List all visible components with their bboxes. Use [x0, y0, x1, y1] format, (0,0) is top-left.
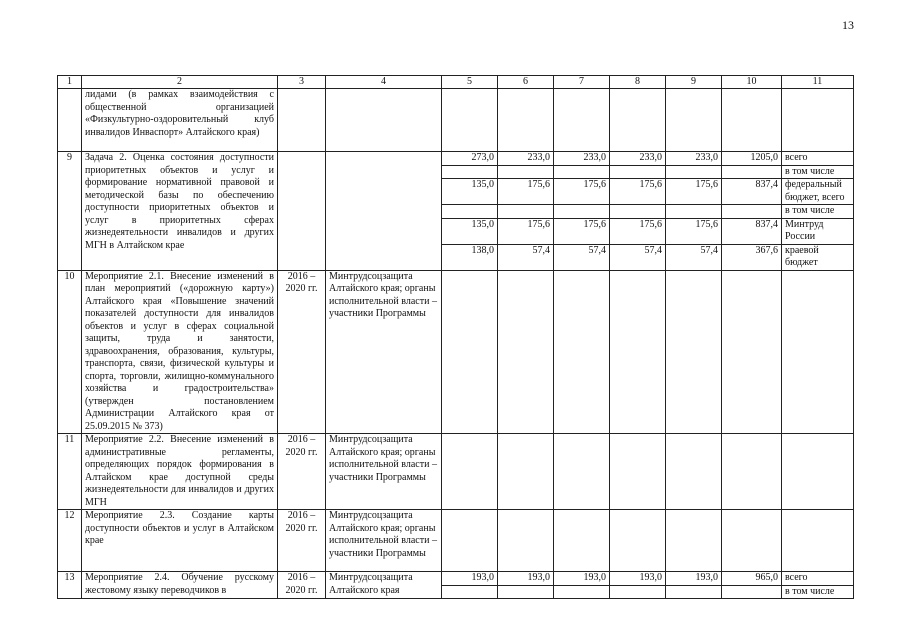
- measure-text: лидами (в рамках взаимодействия с общественной организацией «Физкультурно-оздоровительный клуб инвалидов Инваспорт» Алтайского края): [82, 89, 278, 152]
- header-cell: 2: [82, 76, 278, 89]
- page-number: 13: [842, 18, 854, 32]
- period-cell: 2016 – 2020 гг.: [278, 510, 326, 572]
- value-cell: 965,0: [722, 572, 782, 586]
- value-cell: 175,6: [498, 179, 554, 205]
- executor-cell: Минтрудсоцзащита Алтайского края; органы исполнительной власти – участники Программы: [326, 270, 442, 434]
- row-number: 12: [58, 510, 82, 572]
- program-table: [57, 75, 854, 599]
- value-cell: 57,4: [498, 244, 554, 270]
- value-cell: 138,0: [442, 244, 498, 270]
- value-cell: 175,6: [554, 179, 610, 205]
- value-cell: 135,0: [442, 218, 498, 244]
- value-cell: 175,6: [610, 179, 666, 205]
- measure-text: Мероприятие 2.2. Внесение изменений в административные регламенты, определяющих порядок формирования в Алтайском крае доступной среды жизнедеятельности для инвалидов и других МГН: [82, 434, 278, 510]
- header-cell: 8: [610, 76, 666, 89]
- value-cell: 193,0: [610, 572, 666, 586]
- value-cell: 273,0: [442, 152, 498, 166]
- header-cell: 10: [722, 76, 782, 89]
- value-cell: 1205,0: [722, 152, 782, 166]
- value-cell: 837,4: [722, 179, 782, 205]
- value-cell: 193,0: [554, 572, 610, 586]
- measure-text: Задача 2. Оценка состояния доступности приоритетных объектов и услуг и формирование нормативной правовой и методической базы по обеспечению доступности приоритетных объектов и услуг в приоритетных сферах жизнедеятельности инвалидов и других МГН в Алтайском крае: [82, 152, 278, 271]
- executor-cell: Минтрудсоцзащита Алтайского края: [326, 572, 442, 599]
- table-row: [58, 270, 854, 434]
- period-cell: 2016 – 2020 гг.: [278, 434, 326, 510]
- value-cell: 233,0: [666, 152, 722, 166]
- measure-text: Мероприятие 2.3. Создание карты доступности объектов и услуг в Алтайском крае: [82, 510, 278, 572]
- value-cell: 233,0: [610, 152, 666, 166]
- value-cell: 175,6: [498, 218, 554, 244]
- value-cell: 57,4: [554, 244, 610, 270]
- value-cell: 175,6: [666, 179, 722, 205]
- header-cell: 6: [498, 76, 554, 89]
- row-number: 11: [58, 434, 82, 510]
- row-number: 13: [58, 572, 82, 599]
- source-label: всего: [782, 152, 854, 166]
- table-row: [58, 89, 854, 152]
- source-label: в том числе: [782, 205, 854, 219]
- measure-text: Мероприятие 2.1. Внесение изменений в план мероприятий («дорожную карту») Алтайского края «Повышение значений показателей доступности для инвалидов объектов и услуг в сферах социальной защиты, труда и занятости, здравоохранения, образования, культуры, транспорта, связи, физической культуры и спорта, торговли, жилищно-коммунального хозяйства и градостроительства» (утвержден постановлением Администрации Алтайского края от 25.09.2015 № 373): [82, 270, 278, 434]
- header-cell: 7: [554, 76, 610, 89]
- value-cell: 175,6: [554, 218, 610, 244]
- header-cell: 11: [782, 76, 854, 89]
- source-label: краевой бюджет: [782, 244, 854, 270]
- table-row: [58, 152, 854, 166]
- header-cell: 4: [326, 76, 442, 89]
- header-cell: 9: [666, 76, 722, 89]
- table-row: [58, 434, 854, 510]
- header-cell: 3: [278, 76, 326, 89]
- value-cell: 233,0: [554, 152, 610, 166]
- executor-cell: Минтрудсоцзащита Алтайского края; органы исполнительной власти – участники Программы: [326, 510, 442, 572]
- value-cell: 57,4: [666, 244, 722, 270]
- value-cell: 233,0: [498, 152, 554, 166]
- period-cell: 2016 – 2020 гг.: [278, 270, 326, 434]
- value-cell: 57,4: [610, 244, 666, 270]
- value-cell: 193,0: [666, 572, 722, 586]
- header-row: [58, 76, 854, 89]
- executor-cell: Минтрудсоцзащита Алтайского края; органы исполнительной власти – участники Программы: [326, 434, 442, 510]
- header-cell: 1: [58, 76, 82, 89]
- row-number: 10: [58, 270, 82, 434]
- table-row: [58, 510, 854, 572]
- value-cell: 193,0: [442, 572, 498, 586]
- value-cell: 175,6: [666, 218, 722, 244]
- period-cell: 2016 – 2020 гг.: [278, 572, 326, 599]
- source-label: в том числе: [782, 165, 854, 179]
- header-cell: 5: [442, 76, 498, 89]
- table-row: [58, 572, 854, 586]
- source-label: федеральный бюджет, всего: [782, 179, 854, 205]
- measure-text: Мероприятие 2.4. Обучение русскому жестовому языку переводчиков в: [82, 572, 278, 599]
- value-cell: 837,4: [722, 218, 782, 244]
- value-cell: 193,0: [498, 572, 554, 586]
- source-label: Минтруд России: [782, 218, 854, 244]
- value-cell: 367,6: [722, 244, 782, 270]
- value-cell: 175,6: [610, 218, 666, 244]
- row-number: 9: [58, 152, 82, 271]
- value-cell: 135,0: [442, 179, 498, 205]
- source-label: в том числе: [782, 585, 854, 599]
- source-label: всего: [782, 572, 854, 586]
